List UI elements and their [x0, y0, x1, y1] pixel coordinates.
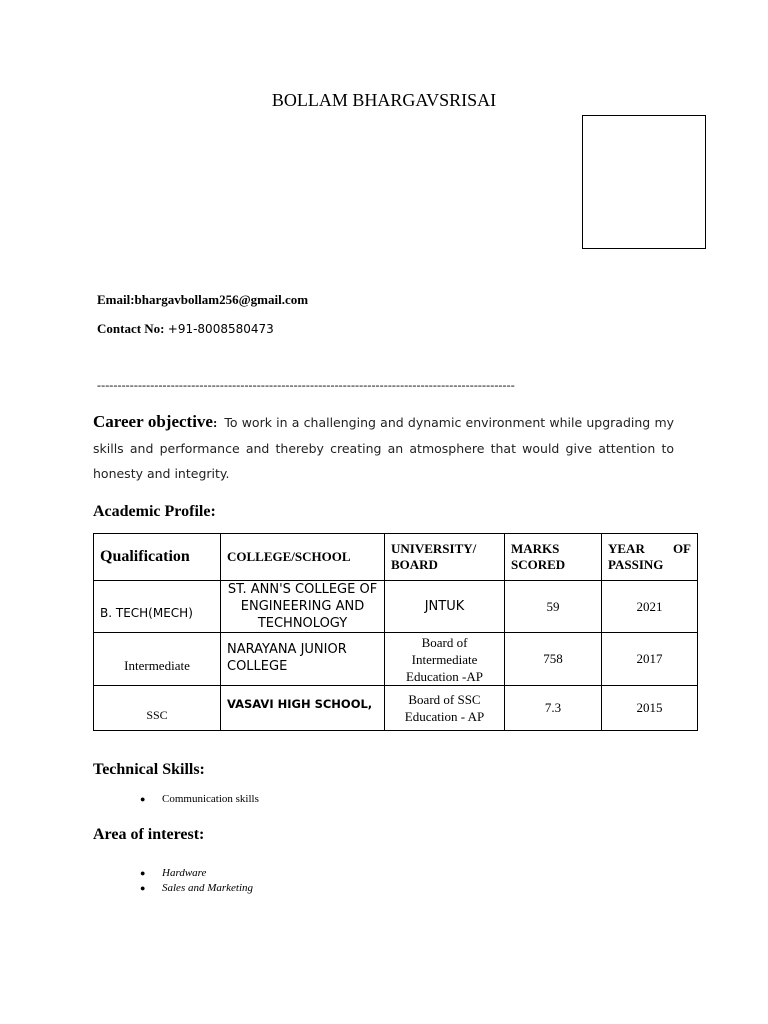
row3-qualification: SSC	[94, 686, 221, 731]
skill-item: Communication skills	[162, 793, 259, 805]
row3-board: Board of SSC Education - AP	[385, 686, 505, 731]
bullet-icon: ●	[140, 794, 146, 804]
row2-year: 2017	[602, 633, 698, 686]
header-marks-line2: SCORED	[511, 557, 566, 572]
header-university	[385, 534, 505, 581]
area-of-interest-title: Area of interest:	[93, 826, 205, 843]
bullet-icon: ●	[140, 883, 146, 893]
technical-skills-title: Technical Skills:	[93, 761, 205, 778]
table-row	[94, 633, 698, 686]
list-item	[140, 867, 206, 879]
row3-marks: 7.3	[505, 686, 602, 731]
table-row	[94, 686, 698, 731]
row1-qualification: B. TECH(MECH)	[94, 581, 221, 633]
career-objective-label: Career objective	[93, 412, 213, 431]
contact-number: +91-8008580473	[167, 322, 274, 336]
career-objective-colon: :	[212, 415, 218, 430]
row2-qualification: Intermediate	[94, 633, 221, 686]
academic-table	[93, 533, 698, 731]
header-year-line2: PASSING	[608, 557, 664, 572]
row1-college: ST. ANN'S COLLEGE OF ENGINEERING AND TECHNOLOGY	[221, 581, 385, 633]
header-year	[602, 534, 698, 581]
contact-label: Contact No:	[97, 321, 165, 336]
row2-marks: 758	[505, 633, 602, 686]
header-qualification: Qualification	[94, 534, 221, 581]
table-row	[94, 581, 698, 633]
list-item	[140, 793, 259, 805]
row1-marks: 59	[505, 581, 602, 633]
dashed-separator: ------------------------------------------------------------------------------------------------------	[97, 378, 515, 392]
row1-board: JNTUK	[385, 581, 505, 633]
table-header-row	[94, 534, 698, 581]
header-university-line2: BOARD	[391, 557, 438, 572]
career-objective	[93, 409, 674, 487]
row2-college: NARAYANA JUNIOR COLLEGE	[221, 633, 385, 686]
interest-item: Hardware	[162, 867, 207, 879]
career-objective-text: To work in a challenging and dynamic environment while upgrading my skills and performance and thereby creating an atmosphere that would give attention to honesty and integrity.	[93, 415, 675, 481]
bullet-icon: ●	[140, 868, 146, 878]
header-college: COLLEGE/SCHOOL	[221, 534, 385, 581]
header-university-line1: UNIVERSITY/	[391, 541, 477, 556]
candidate-name: BOLLAM BHARGAVSRISAI	[271, 90, 497, 110]
academic-profile-title: Academic Profile:	[93, 503, 216, 520]
photo-placeholder	[582, 115, 706, 249]
interest-item: Sales and Marketing	[162, 882, 254, 894]
header-marks-line1: MARKS	[511, 541, 560, 556]
row3-college: VASAVI HIGH SCHOOL,	[221, 686, 385, 731]
row3-year: 2015	[602, 686, 698, 731]
header-marks	[505, 534, 602, 581]
header-year-line1: YEAR OF	[608, 541, 691, 556]
row2-board: Board of Intermediate Education -AP	[385, 633, 505, 686]
list-item	[140, 882, 253, 894]
contact-line	[97, 321, 274, 337]
email-line: Email:bhargavbollam256@gmail.com	[97, 292, 309, 307]
row1-year: 2021	[602, 581, 698, 633]
